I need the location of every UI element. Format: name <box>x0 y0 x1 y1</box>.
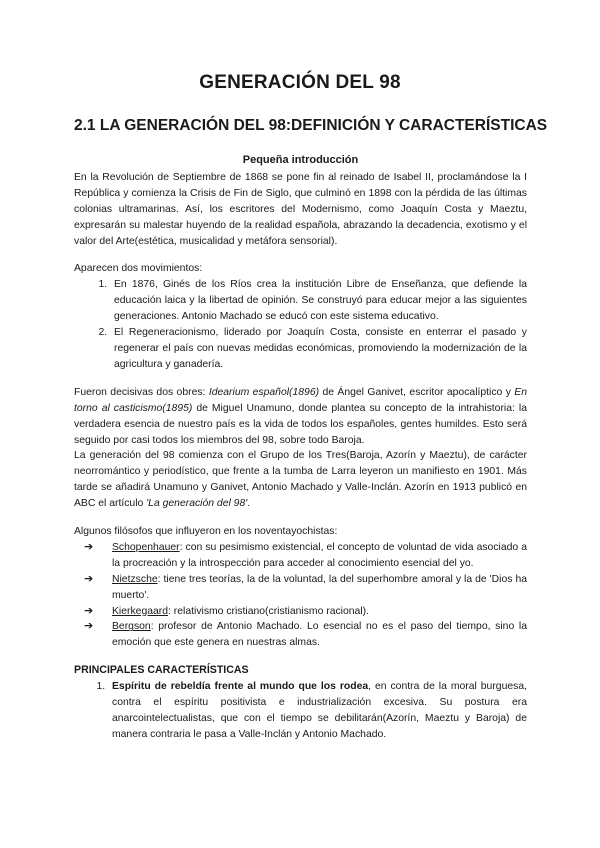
list-item: 1. Espíritu de rebeldía frente al mundo que los rodea, en contra de la moral burguesa, contra el espíritu positivista e industrialización excesiva. Su postura era anarcointelectualistas, que con el tiempo se debilitarán(Azorín, Maeztu y Baroja) de manera contraria le pasa a Valle-Inclán y Antonio Machado. <box>108 679 527 743</box>
arrow-right-icon: ➔ <box>84 620 94 633</box>
work-title: Idearium español(1896) <box>208 386 320 398</box>
list-item: ➔ Nietzsche: tiene tres teorías, la de la voluntad, la del superhombre amoral y la de 'Dios ha muerto'. <box>84 572 527 601</box>
characteristics-title: PRINCIPALES CARACTERÍSTICAS <box>74 664 249 677</box>
works-paragraph: Fueron decisivas dos obres: Idearium español(1896) de Ángel Ganivet, escritor apocalíptico y En torno al casticismo(1895) de Miguel Unamuno, donde plantea su concepto de la intrahistoria: la verdadera esencia de nuestro país es la vida de todos los españoles, gentes humildes. Esto será seguido por casi todos los miembros del 98, sobre todo Baroja. <box>74 386 528 446</box>
intro-paragraph: En la Revolución de Septiembre de 1868 se pone fin al reinado de Isabel II, proclamándose la I República y comienza la Crisis de Fin de Siglo, que culminó en 1898 con la pérdida de las últimas colonias ultramarinas. Así, los escritores del Modernismo, como Joaquín Costa y Maeztu, expresarán su malestar huyendo de la realidad española, abrazando la decadencia, exotismo y el valor del Arte(estética, musicalidad y metáfora sensorial). <box>74 171 527 247</box>
document-body <box>74 153 527 743</box>
philosophers-lead: Algunos filósofos que influyeron en los noventayochistas: <box>74 526 338 538</box>
work-title: En torno al casticismo(1895) <box>74 386 528 414</box>
list-item: ➔ Schopenhauer: con su pesimismo existencial, el concepto de voluntad de vida asociado a la procreación y la introspección para acceder al conocimiento esencial del yo. <box>84 540 527 569</box>
characteristics-list <box>74 679 527 743</box>
list-item: ➔ Bergson: profesor de Antonio Machado. Lo esencial no es el paso del tiempo, sino la emoción que este genera en nuestras almas. <box>84 620 527 649</box>
philosophers-list <box>74 540 527 651</box>
generation-paragraph: La generación del 98 comienza con el Grupo de los Tres(Baroja, Azorín y Maeztu), de carácter neorromántico y periodístico, que frente a la tumba de Larra leyeron un manifiesto en 1901. Más tarde se añadirá Unamuno y Ganivet, Antonio Machado y Valle-Inclán. Azorín en 1913 publicó en ABC el artículo 'La generación del 98'. <box>74 450 527 510</box>
section-title: 2.1 LA GENERACIÓN DEL 98:DEFINICIÓN Y CARACTERÍSTICAS <box>74 117 548 134</box>
philosopher-name: Nietzsche <box>112 573 158 585</box>
list-item: 1. En 1876, Ginés de los Ríos crea la institución Libre de Enseñanza, que defiende la educación laica y la libertad de opinión. Se construyó para educar mejor a las siguientes generaciones. Antonio Machado se educó con este sistema educativo. <box>110 277 527 325</box>
philosopher-name: Bergson <box>112 621 151 633</box>
philosopher-name: Schopenhauer <box>112 541 180 553</box>
philosopher-name: Kierkegaard <box>112 605 169 617</box>
arrow-right-icon: ➔ <box>84 572 94 585</box>
list-item: 2. El Regeneracionismo, liderado por Joaquín Costa, consiste en enterrar el pasado y regenerar el país con nuevas medidas económicas, promoviendo la modernización de la agricultura y ganadería. <box>110 325 527 373</box>
list-item: ➔ Kierkegaard: relativismo cristiano(cristianismo racional). <box>84 604 527 620</box>
movements-lead: Aparecen dos movimientos: <box>74 263 203 275</box>
page-title: GENERACIÓN DEL 98 <box>199 72 401 93</box>
article-title: 'La generación del 98' <box>146 498 248 510</box>
arrow-right-icon: ➔ <box>84 540 94 553</box>
arrow-right-icon: ➔ <box>84 604 94 617</box>
movements-list <box>74 277 527 372</box>
intro-heading: Pequeña introducción <box>242 154 359 166</box>
